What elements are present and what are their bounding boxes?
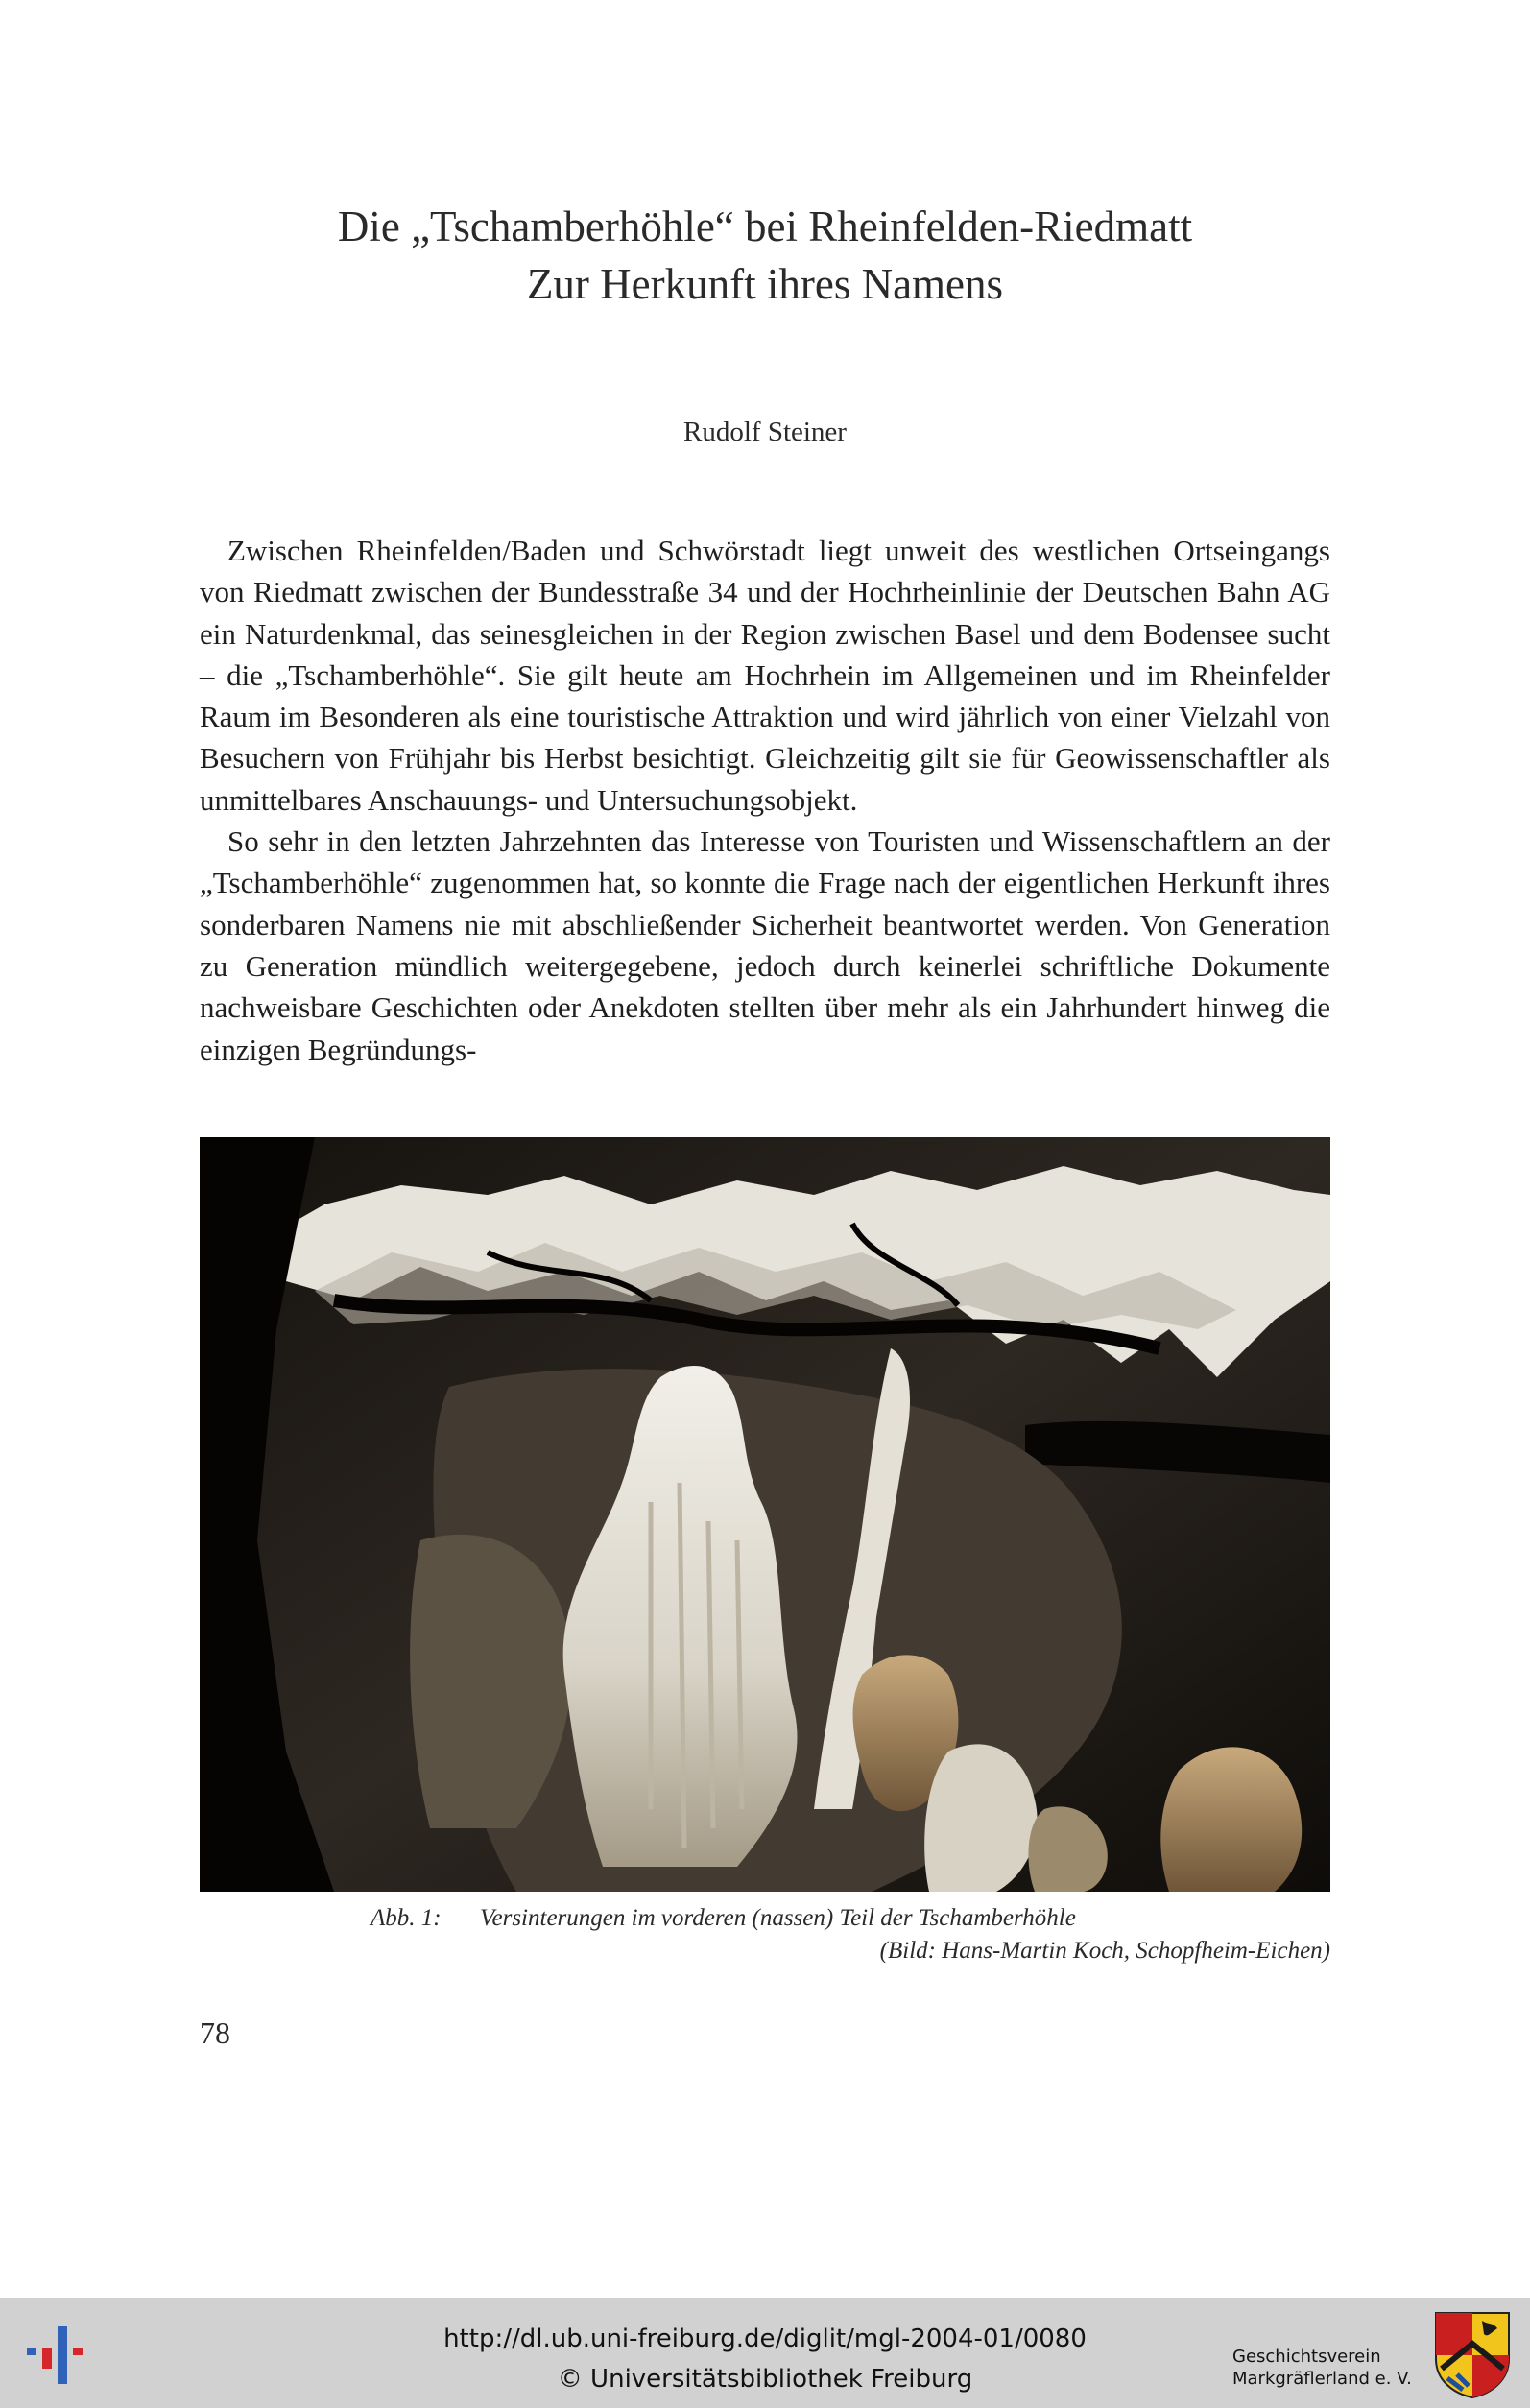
body-text bbox=[200, 530, 1330, 1070]
page-number: 78 bbox=[200, 2015, 230, 2050]
copyright-text: © Universitätsbibliothek Freiburg bbox=[557, 2365, 973, 2394]
society-line-2: Markgräflerland e. V. bbox=[1232, 2369, 1412, 2389]
society-line-1: Geschichtsverein bbox=[1232, 2347, 1381, 2367]
paragraph-2: So sehr in den letzten Jahrzehnten das Interesse von Touristen und Wissenschaftlern an der „Tschamberhöhle“ zugenommen hat, so konnte die Frage nach der eigentlichen Herkunft ihres sonderbaren Namens nie mit abschließender Sicherheit beantwortet werden. Von Generation zu Generation mündlich weitergegebene, jedoch durch keinerlei schriftliche Dokumente nachweisbare Geschichten oder Anekdoten stellten über mehr als ein Jahrhundert hinweg die einzigen Begründungs- bbox=[200, 824, 1330, 1066]
coat-of-arms-icon bbox=[1434, 2311, 1511, 2404]
society-name bbox=[1232, 2346, 1412, 2390]
footer-bar bbox=[0, 2298, 1530, 2408]
article-title bbox=[0, 198, 1530, 313]
title-line-2: Zur Herkunft ihres Namens bbox=[526, 260, 1004, 308]
document-url-link[interactable]: http://dl.ub.uni-freiburg.de/diglit/mgl-2004-01/0080 bbox=[443, 2325, 1087, 2353]
author-name: Rudolf Steiner bbox=[683, 417, 847, 447]
figure-caption bbox=[200, 1902, 1330, 1967]
paragraph-1: Zwischen Rheinfelden/Baden und Schwörstadt liegt unweit des westlichen Ortseingangs von Riedmatt zwischen der Bundesstraße 34 und der Hochrheinlinie der Deutschen Bahn AG ein Naturdenkmal, das seinesgleichen in der Region zwischen Basel und dem Bodensee sucht – die „Tschamberhöhle“. Sie gilt heute am Hochrhein im Allgemeinen und im Rheinfelder Raum im Besonderen als eine touristische Attraktion und wird jährlich von einer Vielzahl von Besuchern von Frühjahr bis Herbst besichtigt. Gleichzeitig gilt sie für Geowissenschaftler als unmittelbares Anschauungs- und Untersuchungsobjekt. bbox=[200, 534, 1330, 817]
title-line-1: Die „Tschamberhöhle“ bei Rheinfelden-Riedmatt bbox=[337, 203, 1193, 250]
caption-number: Abb. 1: bbox=[371, 1905, 442, 1931]
caption-text: Versinterungen im vorderen (nassen) Teil der Tschamberhöhle bbox=[480, 1905, 1076, 1931]
cave-photo bbox=[200, 1137, 1330, 1892]
caption-credit: (Bild: Hans-Martin Koch, Schopfheim-Eichen) bbox=[879, 1938, 1330, 1964]
